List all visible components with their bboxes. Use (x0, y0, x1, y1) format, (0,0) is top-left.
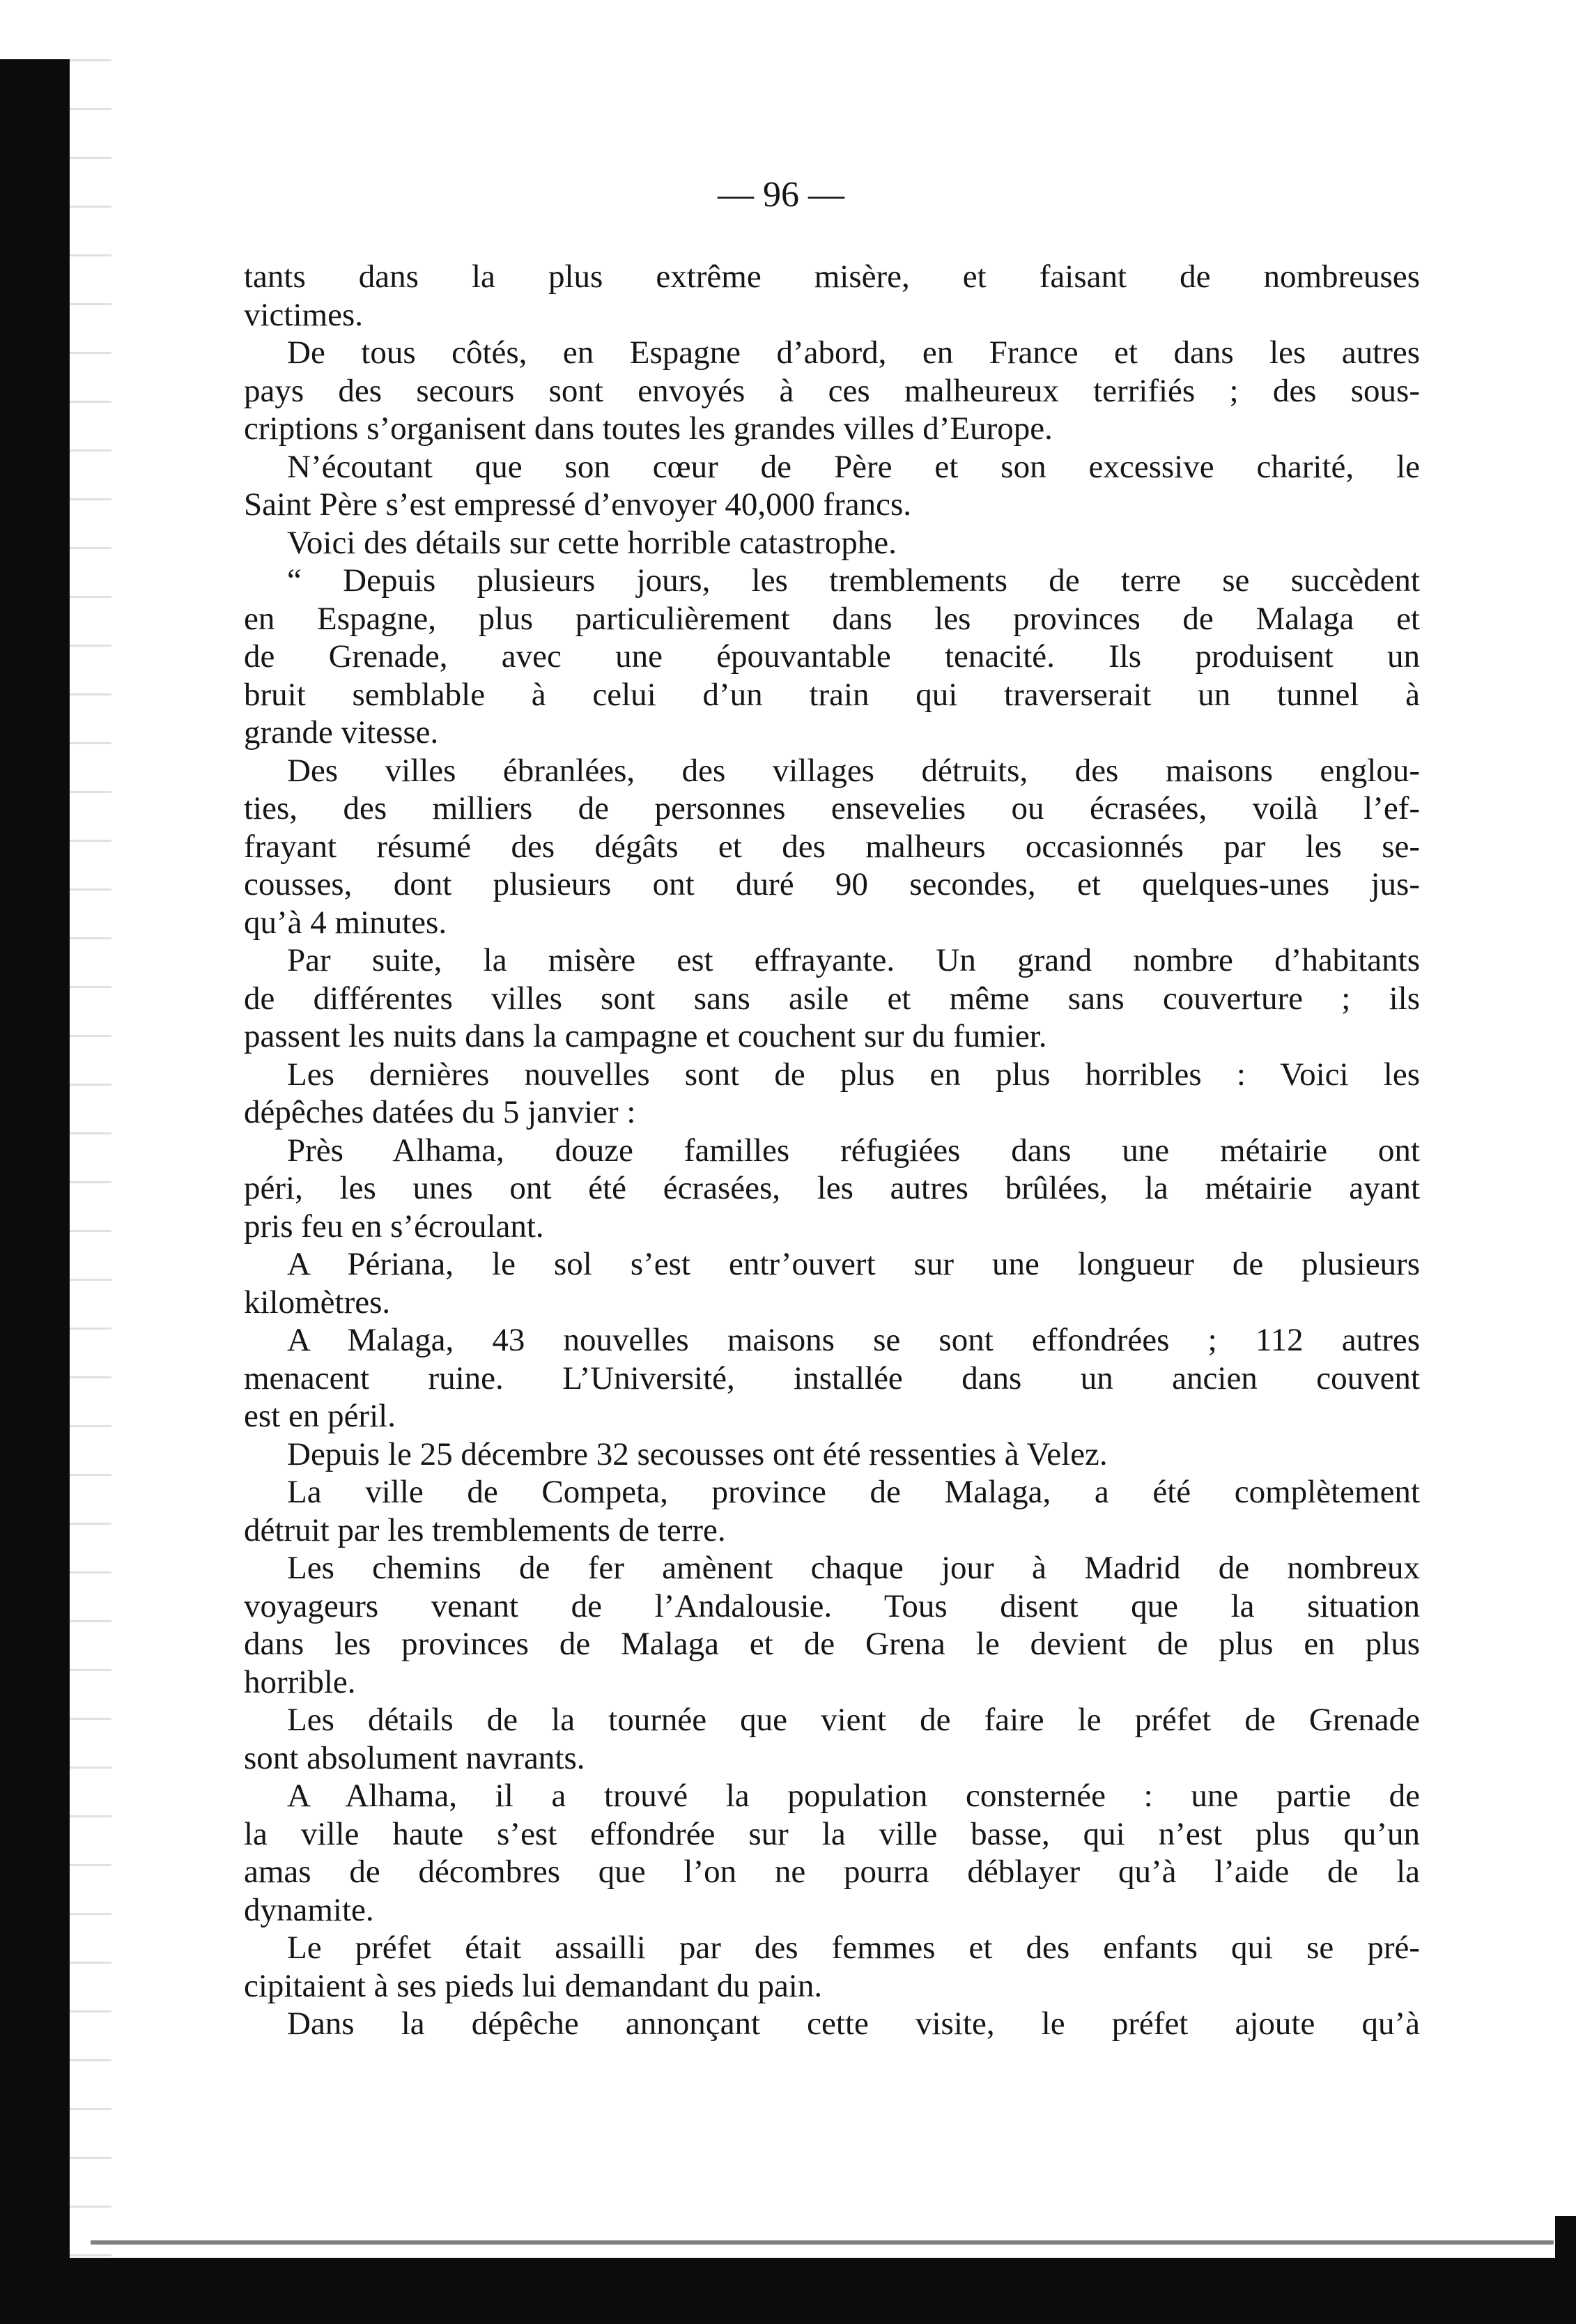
text-line: Les chemins de fer amènent chaque jour à Madrid de nombreux (287, 1550, 1420, 1586)
text-line: criptions s’organisent dans toutes les grandes villes d’Europe. (244, 410, 1053, 447)
text-line: voyageurs venant de l’Andalousie. Tous disent que la situation (244, 1587, 1420, 1624)
text-line: “ Depuis plusieurs jours, les tremblements de terre se succèdent (287, 562, 1420, 599)
text-line: Les détails de la tournée que vient de faire le préfet de Grenade (287, 1702, 1420, 1738)
text-line: frayant résumé des dégâts et des malheurs occasionnés par les se- (244, 828, 1420, 865)
text-line: détruit par les tremblements de terre. (244, 1511, 726, 1548)
text-line: N’écoutant que son cœur de Père et son excessive charité, le (287, 448, 1420, 485)
text-line: La ville de Competa, province de Malaga, a été complètement (287, 1474, 1420, 1510)
text-line: passent les nuits dans la campagne et couchent sur du fumier. (244, 1018, 1047, 1054)
scan-corner-mark (1555, 2216, 1576, 2258)
text-line: bruit semblable à celui d’un train qui traverserait un tunnel à (244, 676, 1420, 713)
text-line: Des villes ébranlées, des villages détruits, des maisons englou- (287, 752, 1420, 789)
text-line: ties, des milliers de personnes ensevelies ou écrasées, voilà l’ef- (244, 790, 1420, 826)
scan-bottom-edge (70, 2258, 1576, 2324)
text-line: grande vitesse. (244, 714, 439, 751)
text-line: dynamite. (244, 1891, 374, 1928)
text-line: cousses, dont plusieurs ont duré 90 secondes, et quelques-unes jus- (244, 866, 1420, 902)
text-line: est en péril. (244, 1398, 396, 1434)
text-line: amas de décombres que l’on ne pourra déblayer qu’à l’aide de la (244, 1854, 1420, 1890)
text-line: dépêches datées du 5 janvier : (244, 1094, 636, 1130)
text-line: Depuis le 25 décembre 32 secousses ont été ressenties à Velez. (287, 1436, 1108, 1472)
text-line: A Périana, le sol s’est entr’ouvert sur une longueur de plusieurs (287, 1246, 1420, 1282)
text-line: Près Alhama, douze familles réfugiées dans une métairie ont (287, 1132, 1420, 1169)
text-line: pris feu en s’écroulant. (244, 1208, 544, 1245)
text-line: kilomètres. (244, 1284, 391, 1321)
text-line: horrible. (244, 1663, 356, 1700)
text-line: Le préfet était assailli par des femmes et des enfants qui se pré- (287, 1930, 1420, 1966)
text-line: Saint Père s’est empressé d’envoyer 40,000 francs. (244, 486, 911, 523)
text-line: pays des secours sont envoyés à ces malheureux terrifiés ; des sous- (244, 372, 1420, 409)
text-line: tants dans la plus extrême misère, et faisant de nombreuses (244, 259, 1420, 295)
text-line: de différentes villes sont sans asile et même sans couverture ; ils (244, 980, 1420, 1017)
text-line: qu’à 4 minutes. (244, 904, 447, 941)
text-line: menacent ruine. L’Université, installée dans un ancien couvent (244, 1360, 1420, 1396)
text-line: la ville haute s’est effondrée sur la ville basse, qui n’est plus qu’un (244, 1815, 1420, 1852)
text-line: De tous côtés, en Espagne d’abord, en France et dans les autres (287, 334, 1420, 371)
text-line: Par suite, la misère est effrayante. Un grand nombre d’habitants (287, 942, 1420, 978)
text-line: en Espagne, plus particulièrement dans les provinces de Malaga et (244, 600, 1420, 637)
text-line: cipitaient à ses pieds lui demandant du pain. (244, 1967, 823, 2004)
page-number: — 96 — (718, 175, 844, 215)
text-line: A Alhama, il a trouvé la population consternée : une partie de (287, 1778, 1420, 1814)
text-line: péri, les unes ont été écrasées, les autres brûlées, la métairie ayant (244, 1170, 1420, 1206)
text-line: sont absolument navrants. (244, 1739, 585, 1776)
text-line: Dans la dépêche annonçant cette visite, le préfet ajoute qu’à (287, 2006, 1420, 2042)
text-line: victimes. (244, 296, 363, 333)
text-line: A Malaga, 43 nouvelles maisons se sont effondrées ; 112 autres (287, 1322, 1420, 1358)
text-line: dans les provinces de Malaga et de Grena le devient de plus en plus (244, 1626, 1420, 1662)
text-line: Voici des détails sur cette horrible catastrophe. (287, 524, 897, 561)
text-line: Les dernières nouvelles sont de plus en plus horribles : Voici les (287, 1056, 1420, 1093)
scan-left-edge (0, 59, 70, 2324)
scan-bottom-rule (91, 2240, 1554, 2245)
scan-gutter-marks (70, 59, 111, 2289)
text-line: de Grenade, avec une épouvantable tenacité. Ils produisent un (244, 638, 1420, 675)
body-text (244, 258, 1420, 2043)
